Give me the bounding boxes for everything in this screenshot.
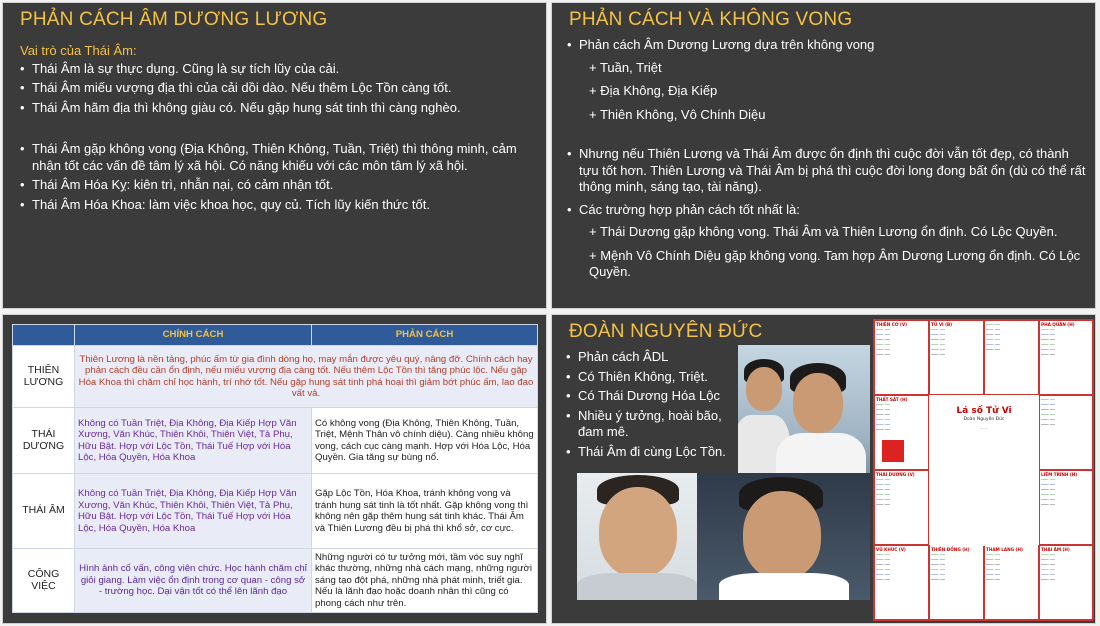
row-label: THIÊN LƯƠNG bbox=[13, 346, 75, 408]
table-cell-phan-cach: Những người có tư tưởng mới, tầm vóc suy nghĩ khác thường, những nhà cách mạng, những người sáng tạo đột phá, những nhà phát minh, triết gia. Nếu là lãnh đạo hoặc doanh nhân thì cũng có phong cách như trên. bbox=[312, 549, 538, 613]
chart-palace-cell: THẤT SÁT (H) ─── ── ─── ── ─── ── ─── ── ─── ── ─── ── bbox=[874, 395, 929, 470]
row-label: THÁI ÂM bbox=[13, 474, 75, 549]
table-header-phan-cach: PHẢN CÁCH bbox=[312, 325, 538, 346]
portrait-photo-older bbox=[577, 473, 697, 600]
comparison-table bbox=[12, 324, 538, 613]
table-cell-chinh-cach: Không có Tuần Triệt, Địa Không, Địa Kiếp Hợp Văn Xương, Văn Khúc, Thiên Khôi, Thiên Việt, Tả Phụ, Hữu Bật. Hợp với Lộc Tồn, Thái Tuế Hợp với Hóa Lộc, Hóa Quyền, Hóa Khoa bbox=[75, 408, 312, 474]
horoscope-chart bbox=[873, 319, 1093, 621]
red-seal-stamp bbox=[882, 440, 904, 462]
chart-center: Lá số Tử Vi Đoàn Nguyên Đức · · · bbox=[930, 396, 1038, 546]
chart-star-label: PHÁ QUÂN (H) bbox=[1041, 322, 1075, 327]
chart-palace-cell: THIÊN ĐỒNG (H) ─── ── ─── ── ─── ── ─── ── ─── ── ─── ── bbox=[929, 545, 984, 620]
slide-title: ĐOÀN NGUYÊN ĐỨC bbox=[569, 321, 763, 342]
slide-body bbox=[567, 37, 1087, 288]
chart-star-label: THÁI ÂM (H) bbox=[1041, 547, 1070, 552]
table-cell-phan-cach: Gặp Lộc Tồn, Hóa Khoa, tránh không vong và tránh hung sát tinh là tốt nhất. Gặp không vong thì không nên gặp thêm hung sát tinh khác. Thái Âm và Thiên Lương đều bị phá thì khổ sở, cơ cực. bbox=[312, 474, 538, 549]
chart-palace-cell: VŨ KHÚC (V) ─── ── ─── ── ─── ── ─── ── ─── ── ─── ── bbox=[874, 545, 929, 620]
slide-comparison-table bbox=[2, 314, 547, 624]
chart-star-label: TỬ VI (B) bbox=[931, 322, 953, 327]
table-cell-phan-cach: Có không vong (Địa Không, Thiên Không, Tuần, Triệt, Mệnh Thân vô chính diệu). Càng nhiều không vong, cách cục càng mạnh. Hợp với Hóa Lộc, Hóa Quyền. Gia tăng sự bùng nổ. bbox=[312, 408, 538, 474]
bullet: • Thái Âm hãm địa thì không giàu có. Nếu gặp hung sát tinh thì càng nghèo. bbox=[20, 100, 535, 117]
chart-star-label: THAM LANG (H) bbox=[986, 547, 1023, 552]
plus-item: + Mệnh Vô Chính Diệu gặp không vong. Tam hợp Âm Dương Lương ổn định. Có Lộc Quyền. bbox=[589, 247, 1081, 279]
slide-body bbox=[20, 43, 535, 216]
chart-palace-cell: THAM LANG (H) ─── ── ─── ── ─── ── ─── ── ─── ── ─── ── bbox=[984, 545, 1039, 620]
chart-person: Đoàn Nguyên Đức bbox=[963, 417, 1005, 422]
plus-item: + Thiên Không, Vô Chính Diệu bbox=[589, 106, 766, 122]
table-cell-merged: Thiên Lương là nền tảng, phúc ấm từ gia đình dòng họ, may mắn được yêu quý, nâng đỡ. Chính cách hay phản cách đều cần ổn định, nếu miếu vượng địa càng tốt. Nếu thêm Lộc Tồn thì tăng phúc lộc. Nếu gặp Hóa Khoa thì chăm chỉ học hành, trí nhớ tốt. Nếu gặp hung sát tinh phá hoại thì giảm bớt phúc ấm, lao đao vất vả. bbox=[75, 346, 538, 408]
chart-star-label: THÁI DƯƠNG (V) bbox=[876, 472, 915, 477]
row-label: THÁI DƯƠNG bbox=[13, 408, 75, 474]
slide-phan-cach-va-khong-vong bbox=[551, 2, 1096, 309]
chart-palace-cell: THÁI ÂM (H) ─── ── ─── ── ─── ── ─── ── ─── ── ─── ── bbox=[1039, 545, 1094, 620]
chart-star-label: THIÊN CƠ (V) bbox=[876, 322, 907, 327]
table-row bbox=[13, 408, 538, 474]
slide-subtitle: Vai trò của Thái Âm: bbox=[20, 43, 137, 58]
plus-item: + Địa Không, Địa Kiếp bbox=[589, 83, 718, 98]
table-row bbox=[13, 474, 538, 549]
chart-star-label: LIÊM TRINH (H) bbox=[1041, 472, 1078, 477]
bullet: • Phản cách Âm Dương Lương dựa trên không vong bbox=[567, 37, 1087, 54]
chart-palace-cell: THÁI DƯƠNG (V) ─── ── ─── ── ─── ── ─── ── ─── ── ─── ── bbox=[874, 470, 929, 545]
bullet: • Thái Âm đi cùng Lộc Tồn. bbox=[566, 444, 736, 461]
table-header-row bbox=[13, 325, 538, 346]
bullet: • Thái Âm Hóa Kỵ: kiên trì, nhẫn nại, có cảm nhận tốt. bbox=[20, 177, 535, 194]
chart-star-label: THẤT SÁT (H) bbox=[876, 397, 908, 402]
slide-doan-nguyen-duc bbox=[551, 314, 1096, 624]
table-row bbox=[13, 549, 538, 613]
bullet: • Thái Âm gặp không vong (Địa Không, Thiên Không, Tuần, Triệt) thì thông minh, cảm nhận tốt các vấn đề tâm lý xã hội. Có năng khiếu với các môn tâm lý xã hội. bbox=[20, 141, 535, 174]
chart-palace-cell: THIÊN CƠ (V) ─── ── ─── ── ─── ── ─── ── ─── ── ─── ── bbox=[874, 320, 929, 395]
row-label: CÔNG VIỆC bbox=[13, 549, 75, 613]
table-row bbox=[13, 346, 538, 408]
plus-item: + Thái Dương gặp không vong. Thái Âm và Thiên Lương ổn định. Có Lộc Quyền. bbox=[589, 224, 1058, 239]
table-header-chinh-cach: CHÍNH CÁCH bbox=[75, 325, 312, 346]
bullet: • Thái Âm Hóa Khoa: làm việc khoa học, quy củ. Tích lũy kiến thức tốt. bbox=[20, 197, 535, 214]
chart-palace-cell: PHÁ QUÂN (H) ─── ── ─── ── ─── ── ─── ── ─── ── ─── ── bbox=[1039, 320, 1094, 395]
chart-palace-cell: ─── ── ─── ── ─── ── ─── ── ─── ── ─── ── bbox=[984, 320, 1039, 395]
table-cell-chinh-cach: Hình ảnh cố vấn, công viên chức. Học hành chăm chỉ giỏi giang. Làm việc ổn định trong cơ quan - công sở - trường học. Dại vận tốt có thể lên lãnh đạo bbox=[75, 549, 312, 613]
portrait-photo-smiling bbox=[697, 473, 870, 600]
bullet: • Nhưng nếu Thiên Lương và Thái Âm được ổn định thì cuộc đời vẫn tốt đẹp, có thành tựu tốt hơn. Thiên Lương và Thái Âm bị phá thì cuộc đời long đong bất ổn (dù có thể rất thông minh, sáng tạo, tài năng). bbox=[567, 146, 1087, 196]
bullet: • Có Thiên Không, Triệt. bbox=[566, 369, 736, 386]
chart-name: Lá số Tử Vi bbox=[956, 406, 1012, 416]
bullet: • Thái Âm là sự thực dụng. Cũng là sự tích lũy của cải. bbox=[20, 61, 535, 78]
chart-star-label: THIÊN ĐỒNG (H) bbox=[931, 547, 970, 552]
chart-star-label: VŨ KHÚC (V) bbox=[876, 547, 906, 552]
table-cell-chinh-cach: Không có Tuần Triệt, Địa Không, Địa Kiếp Hợp Văn Xương, Văn Khúc, Thiên Khôi, Thiên Việt, Tả Phụ, Hữu Bật. Hợp với Lộc Tồn, Thái Tuế Hợp với Hóa Lộc, Hóa Quyền, Hóa Khoa bbox=[75, 474, 312, 549]
chart-palace-cell: TỬ VI (B) ─── ── ─── ── ─── ── ─── ── ─── ── ─── ── bbox=[929, 320, 984, 395]
chart-palace-cell: ─── ── ─── ── ─── ── ─── ── ─── ── ─── ── bbox=[1039, 395, 1094, 470]
slide-body bbox=[566, 349, 736, 463]
table-header-corner bbox=[13, 325, 75, 346]
slide-title: PHẢN CÁCH ÂM DƯƠNG LƯƠNG bbox=[20, 9, 328, 30]
plus-item: + Tuần, Triệt bbox=[589, 59, 662, 75]
bullet: • Phản cách ÂDL bbox=[566, 349, 736, 366]
chart-palace-cell: LIÊM TRINH (H) ─── ── ─── ── ─── ── ─── ── ─── ── ─── ── bbox=[1039, 470, 1094, 545]
bullet: • Thái Âm miếu vượng địa thì của cải dồi dào. Nếu thêm Lộc Tồn càng tốt. bbox=[20, 80, 535, 97]
slide-title: PHẢN CÁCH VÀ KHÔNG VONG bbox=[569, 9, 853, 30]
bullet: • Nhiều ý tưởng, hoài bão, đam mê. bbox=[566, 408, 736, 441]
slide-phan-cach-am-duong-luong bbox=[2, 2, 547, 309]
bullet: • Có Thái Dương Hóa Lộc bbox=[566, 388, 736, 405]
bullet: • Các trường hợp phản cách tốt nhất là: bbox=[567, 202, 1087, 219]
